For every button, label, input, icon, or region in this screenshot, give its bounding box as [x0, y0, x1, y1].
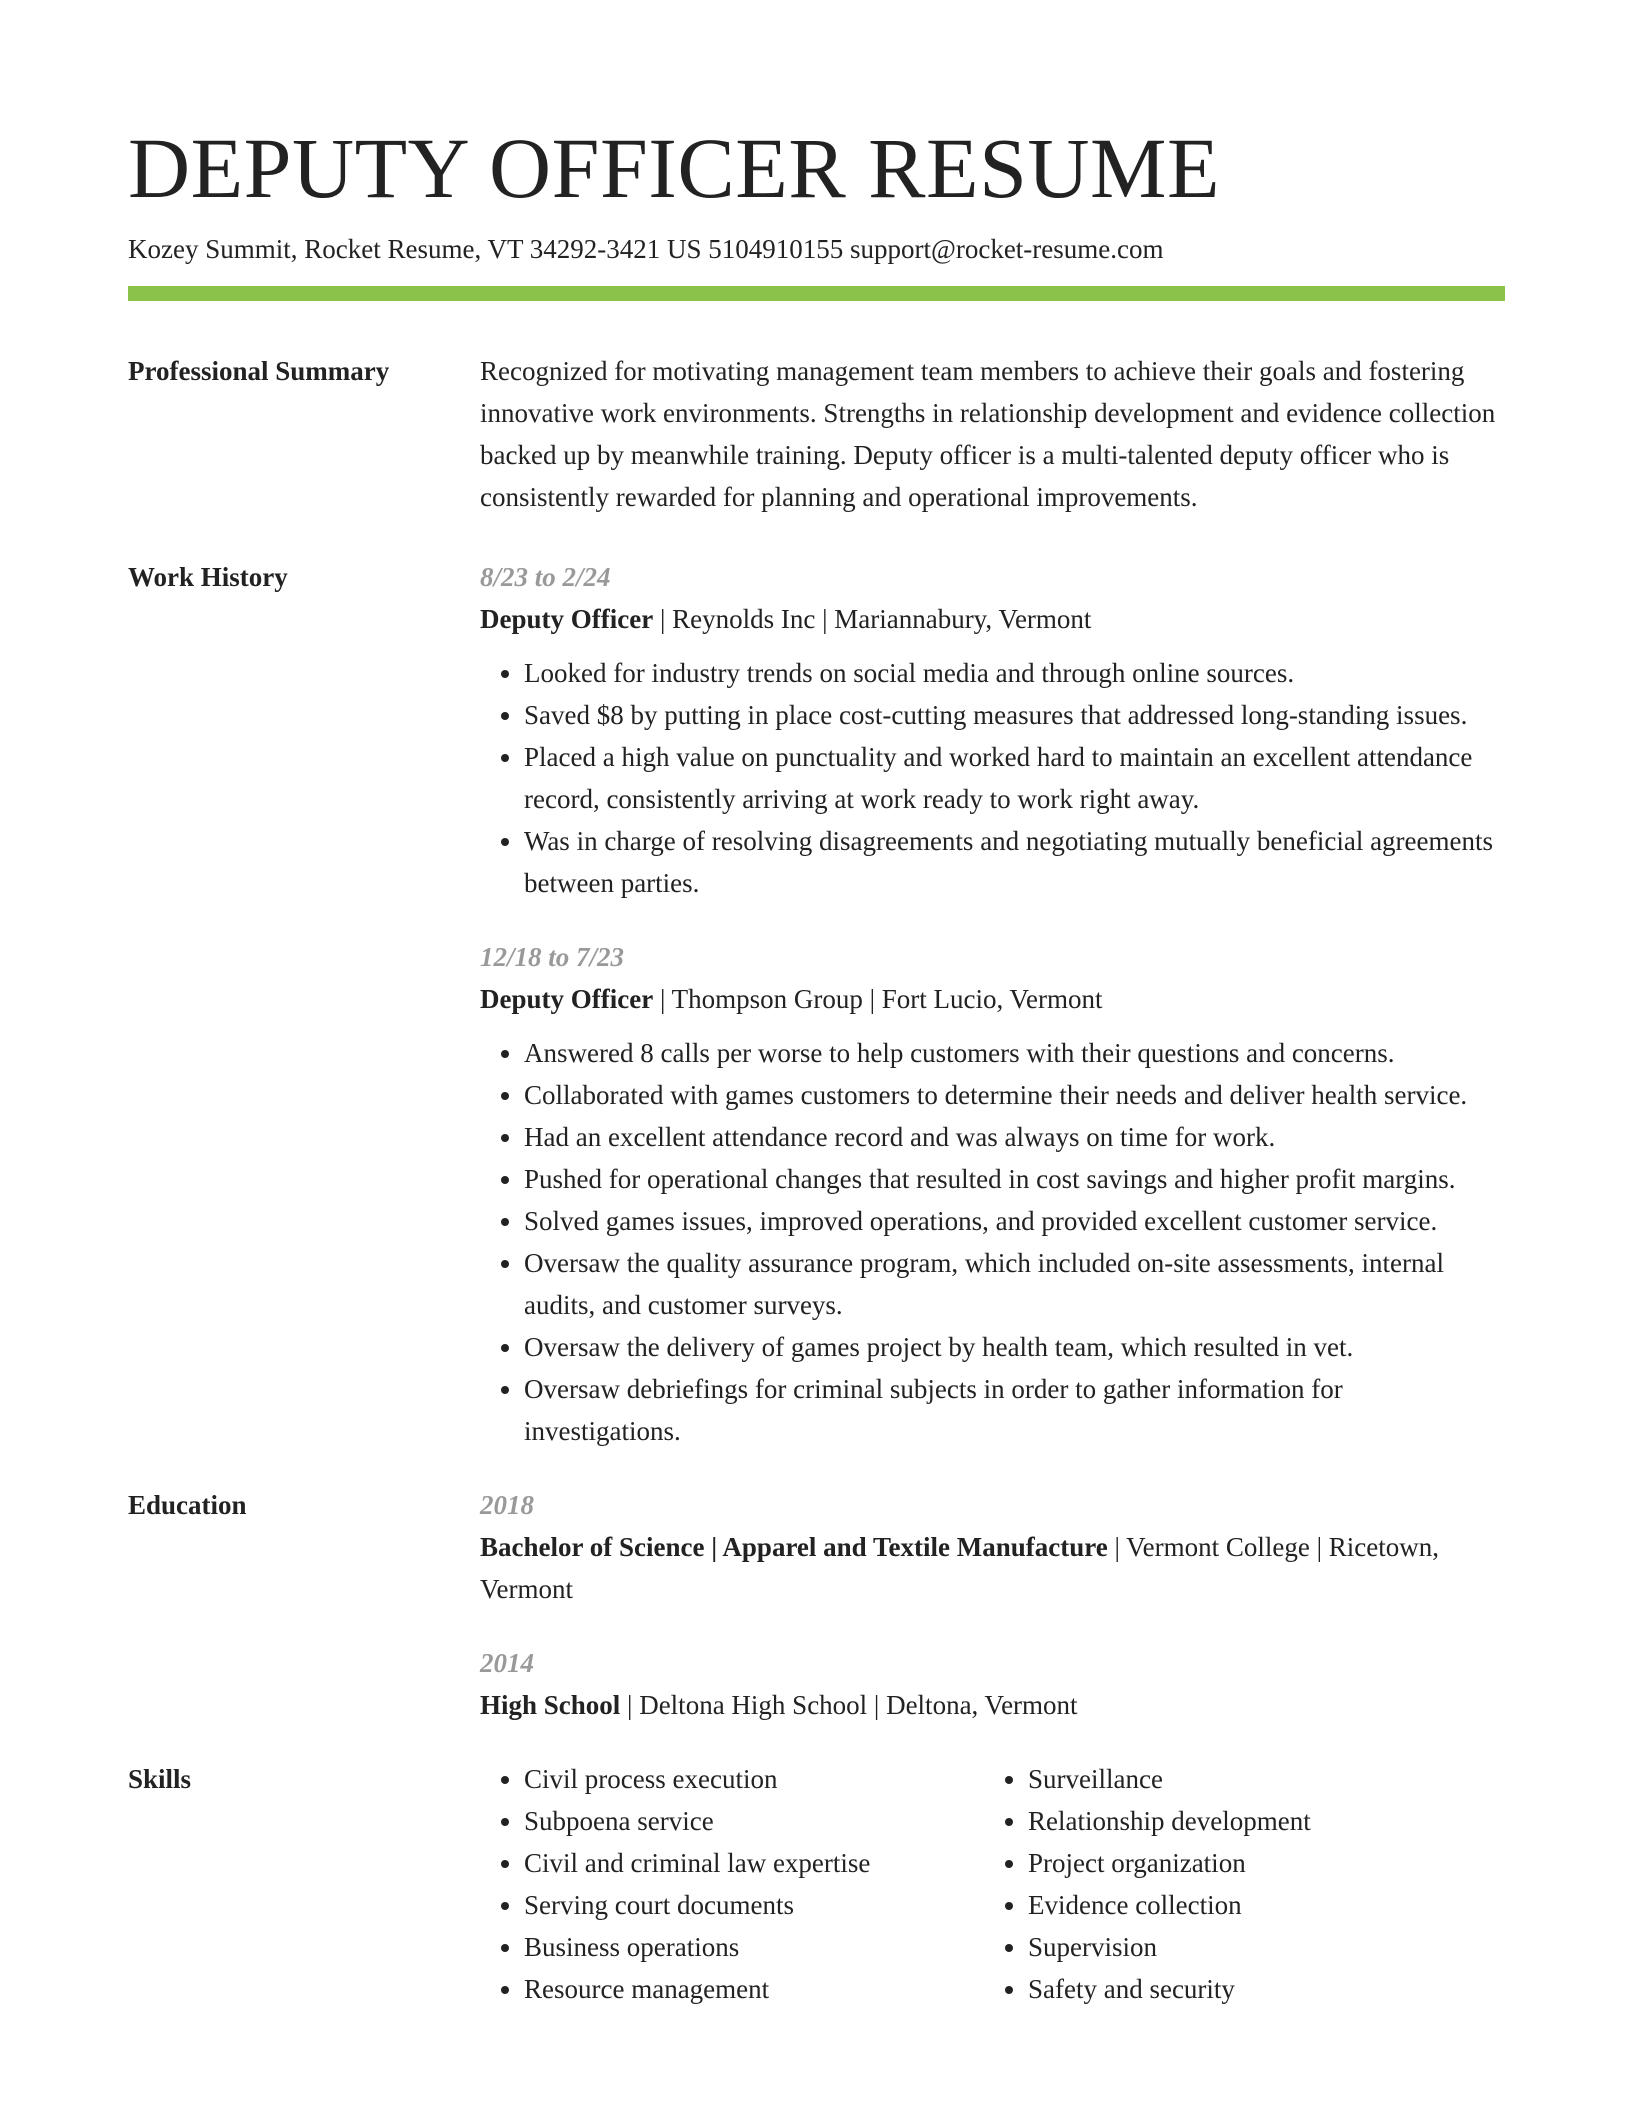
job-title: Deputy Officer	[480, 604, 654, 634]
education-details: | Vermont College | Ricetown, Vermont	[480, 1532, 1439, 1604]
job-details: | Reynolds Inc | Mariannabury, Vermont	[653, 604, 1092, 634]
education-details: | Deltona High School | Deltona, Vermont	[620, 1690, 1078, 1720]
skills-body	[480, 1758, 1505, 2010]
job-bullets	[480, 1032, 1505, 1452]
list-item: • Surveillance	[1028, 1758, 1488, 1800]
list-item: • Civil process execution	[524, 1758, 984, 1800]
list-item: • Placed a high value on punctuality and worked hard to maintain an excellent attendance record, consistently arriving at work ready to work right away.	[524, 736, 1505, 820]
list-item: • Was in charge of resolving disagreements and negotiating mutually beneficial agreements between parties.	[524, 820, 1505, 904]
list-item: • Solved games issues, improved operations, and provided excellent customer service.	[524, 1200, 1505, 1242]
education-entry	[480, 1484, 1505, 1610]
job-details: | Thompson Group | Fort Lucio, Vermont	[653, 984, 1103, 1014]
job-bullets	[480, 652, 1505, 904]
education-degree: High School	[480, 1690, 621, 1720]
list-item: • Business operations	[524, 1926, 984, 1968]
education-degree: Bachelor of Science | Apparel and Textile Manufacture	[480, 1532, 1108, 1562]
job-entry	[480, 556, 1505, 904]
education-date: 2014	[480, 1648, 534, 1678]
skills-list-left	[480, 1758, 984, 2010]
list-item: • Oversaw the quality assurance program, which included on-site assessments, internal audits, and customer surveys.	[524, 1242, 1505, 1326]
summary-section	[128, 350, 1505, 518]
summary-label: Professional Summary	[128, 356, 390, 386]
list-item: • Civil and criminal law expertise	[524, 1842, 984, 1884]
work-body	[480, 556, 1505, 1484]
list-item: • Oversaw debriefings for criminal subjects in order to gather information for investigations.	[524, 1368, 1505, 1452]
education-date: 2018	[480, 1490, 534, 1520]
list-item: • Had an excellent attendance record and was always on time for work.	[524, 1116, 1505, 1158]
skills-label: Skills	[128, 1764, 192, 1794]
education-heading	[480, 1526, 1505, 1610]
skills-list-right	[984, 1758, 1488, 2010]
job-date: 12/18 to 7/23	[480, 942, 625, 972]
education-entry	[480, 1642, 1505, 1726]
list-item: • Collaborated with games customers to determine their needs and deliver health service.	[524, 1074, 1505, 1116]
work-section	[128, 556, 1505, 1484]
education-heading	[480, 1684, 1505, 1726]
list-item: • Subpoena service	[524, 1800, 984, 1842]
list-item: • Project organization	[1028, 1842, 1488, 1884]
list-item: • Answered 8 calls per worse to help customers with their questions and concerns.	[524, 1032, 1505, 1074]
skills-columns	[480, 1758, 1505, 2010]
list-item: • Relationship development	[1028, 1800, 1488, 1842]
header-divider	[128, 286, 1505, 301]
list-item: • Evidence collection	[1028, 1884, 1488, 1926]
summary-body	[480, 350, 1505, 518]
list-item: • Oversaw the delivery of games project by health team, which resulted in vet.	[524, 1326, 1505, 1368]
education-body	[480, 1484, 1505, 1758]
list-item: • Safety and security	[1028, 1968, 1488, 2010]
summary-text: Recognized for motivating management team members to achieve their goals and fostering innovative work environments. Strengths in relationship development and evidence collection backed up by meanwhile training. Deputy officer is a multi-talented deputy officer who is consistently rewarded for planning and operational improvements.	[480, 356, 1496, 512]
skills-section	[128, 1758, 1505, 2010]
job-date: 8/23 to 2/24	[480, 562, 611, 592]
list-item: • Resource management	[524, 1968, 984, 2010]
job-heading	[480, 598, 1505, 640]
list-item: • Pushed for operational changes that resulted in cost savings and higher profit margins.	[524, 1158, 1505, 1200]
work-label: Work History	[128, 562, 288, 592]
resume-title: DEPUTY OFFICER RESUME	[128, 120, 1221, 216]
contact-line: Kozey Summit, Rocket Resume, VT 34292-3421 US 5104910155 support@rocket-resume.com	[128, 234, 1164, 264]
job-entry	[480, 936, 1505, 1452]
list-item: • Looked for industry trends on social media and through online sources.	[524, 652, 1505, 694]
resume-content	[128, 350, 1505, 2010]
job-heading	[480, 978, 1505, 1020]
job-title: Deputy Officer	[480, 984, 654, 1014]
list-item: • Supervision	[1028, 1926, 1488, 1968]
education-section	[128, 1484, 1505, 1758]
list-item: • Saved $8 by putting in place cost-cutting measures that addressed long-standing issues.	[524, 694, 1505, 736]
list-item: • Serving court documents	[524, 1884, 984, 1926]
education-label: Education	[128, 1490, 247, 1520]
